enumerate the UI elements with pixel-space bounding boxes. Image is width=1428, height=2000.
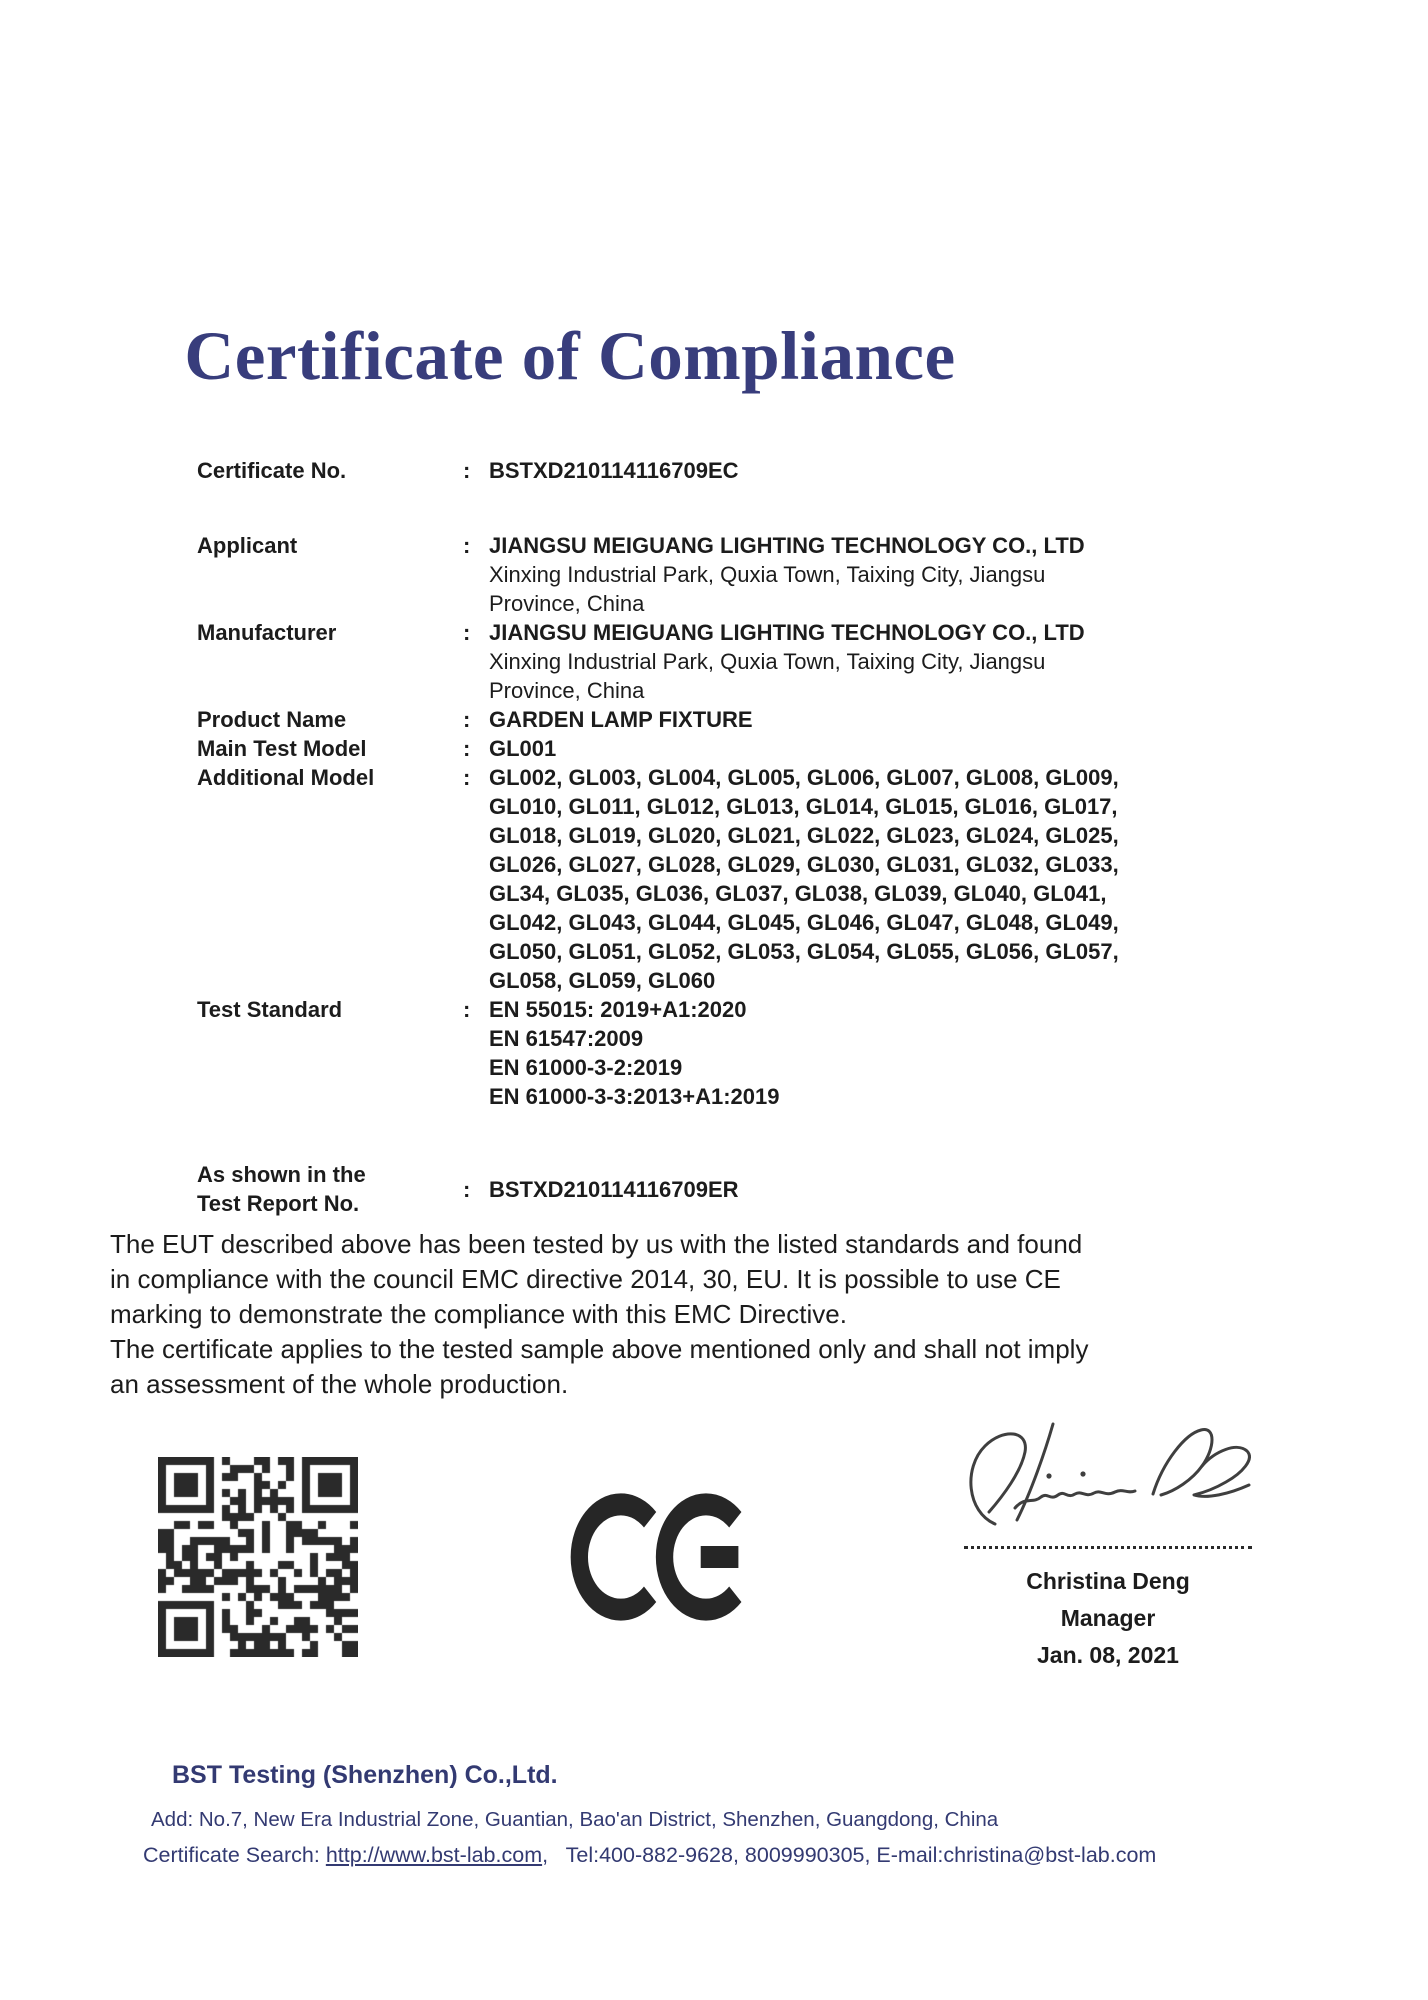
issuer-name: BST Testing (Shenzhen) Co.,Ltd. — [172, 1761, 558, 1789]
field-product-name — [197, 705, 1209, 734]
statement-line: The EUT described above has been tested by us with the listed standards and found — [110, 1229, 1083, 1259]
field-value: EN 55015: 2019+A1:2020 EN 61547:2009 EN 61000-3-2:2019 EN 61000-3-3:2013+A1:2019 — [489, 997, 780, 1109]
statement-line: in compliance with the council EMC directive 2014, 30, EU. It is possible to use CE — [110, 1264, 1061, 1294]
statement-line: The certificate applies to the tested sample above mentioned only and shall not imply — [110, 1334, 1089, 1364]
issue-date: Jan. 08, 2021 — [1037, 1642, 1179, 1668]
certificate-search-line — [143, 1842, 1156, 1868]
field-applicant — [197, 531, 1209, 618]
certificate-search-link[interactable]: http://www.bst-lab.com — [325, 1843, 543, 1867]
field-colon: : — [463, 620, 471, 645]
field-value: BSTXD210114116709ER — [489, 1176, 739, 1202]
field-label: Certificate No. — [197, 458, 347, 483]
field-certificate-no — [197, 456, 1209, 485]
statement-line: marking to demonstrate the compliance with this EMC Directive. — [110, 1299, 847, 1329]
field-colon: : — [463, 458, 471, 483]
certificate-title: Certificate of Compliance — [184, 318, 956, 394]
field-manufacturer — [197, 618, 1209, 705]
field-value: GL001 — [489, 736, 557, 761]
field-colon: : — [463, 736, 471, 761]
field-main-test-model — [197, 734, 1209, 763]
signature-block — [950, 1420, 1266, 1674]
field-test-standard — [197, 995, 1209, 1111]
statement-line: an assessment of the whole production. — [110, 1369, 569, 1399]
signature-handwriting — [955, 1420, 1261, 1542]
field-label: Manufacturer — [197, 620, 337, 645]
field-colon: : — [463, 533, 471, 558]
issuer-address: Add: No.7, New Era Industrial Zone, Guantian, Bao'an District, Shenzhen, Guangdong, China — [151, 1808, 999, 1831]
qr-code — [158, 1457, 358, 1657]
signatory-name: Christina Deng — [1026, 1568, 1190, 1594]
field-label: Product Name — [197, 707, 347, 732]
signature-line — [964, 1546, 1252, 1549]
ce-mark-icon — [568, 1490, 758, 1624]
field-value: GARDEN LAMP FIXTURE — [489, 707, 753, 732]
field-label: As shown in the Test Report No. — [197, 1162, 366, 1216]
field-value: GL002, GL003, GL004, GL005, GL006, GL007, GL008, GL009, GL010, GL011, GL012, GL013, GL014, GL015, GL016, GL017, GL018, GL019, GL020, GL021, GL022, GL023, GL024, GL025, GL026, GL027, GL028, GL029, GL030, GL031, GL032, GL033, GL34, GL035, GL036, GL037, GL038, GL039, GL040, GL041, GL042, GL043, GL044, GL045, GL046, GL047, GL048, GL049, GL050, GL051, GL052, GL053, GL054, GL055, GL056, GL057, GL058, GL059, GL060 — [489, 765, 1119, 993]
issuer-footer — [143, 1760, 1156, 1868]
field-label: Test Standard — [197, 997, 343, 1022]
field-colon: : — [463, 707, 471, 732]
field-colon: : — [463, 997, 471, 1022]
compliance-statement — [110, 1227, 1310, 1402]
field-value: BSTXD210114116709EC — [489, 458, 739, 483]
field-colon: : — [463, 765, 471, 790]
field-label: Additional Model — [197, 765, 375, 790]
certificate-search-label: Certificate Search: — [143, 1843, 326, 1867]
field-as-shown-in-the — [197, 1160, 1209, 1218]
field-value: JIANGSU MEIGUANG LIGHTING TECHNOLOGY CO., LTD Xinxing Industrial Park, Quxia Town, Taixing City, Jiangsu Province, China — [489, 620, 1085, 703]
signatory-title: Manager — [1060, 1605, 1156, 1631]
issuer-contacts: , Tel:400-882-9628, 8009990305, E-mail:christina@bst-lab.com — [542, 1843, 1157, 1867]
field-label: Main Test Model — [197, 736, 367, 761]
certificate-fields — [197, 456, 1209, 1218]
field-value: JIANGSU MEIGUANG LIGHTING TECHNOLOGY CO., LTD Xinxing Industrial Park, Quxia Town, Taixing City, Jiangsu Province, China — [489, 533, 1085, 616]
field-additional-model — [197, 763, 1209, 995]
field-colon: : — [463, 1176, 471, 1202]
field-label: Applicant — [197, 533, 298, 558]
